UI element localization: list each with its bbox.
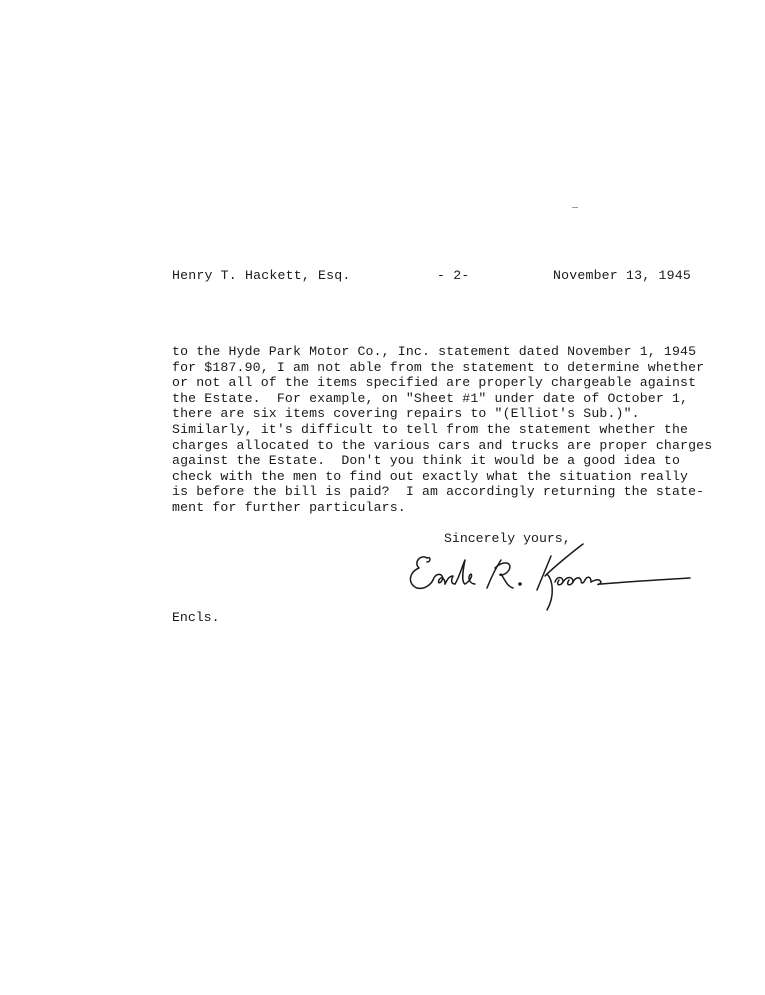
closing-salutation: Sincerely yours, xyxy=(444,531,571,546)
body-line: Similarly, it's difficult to tell from the statement whether the xyxy=(172,421,689,437)
body-line: ment for further particulars. xyxy=(172,499,406,515)
page-number: - 2- xyxy=(437,268,470,283)
body-line: or not all of the items specified are properly chargeable against xyxy=(172,375,697,391)
body-line: check with the men to find out exactly what the situation really xyxy=(172,468,689,484)
letter-body xyxy=(172,344,713,516)
body-line: there are six items covering repairs to "(Elliot's Sub.)". xyxy=(172,406,640,422)
signature-icon xyxy=(405,540,695,615)
body-line: is before the bill is paid? I am accordingly returning the state- xyxy=(172,484,705,500)
body-line: charges allocated to the various cars and trucks are proper charges xyxy=(172,437,713,453)
recipient-name: Henry T. Hackett, Esq. xyxy=(172,268,351,283)
paper-speck xyxy=(572,207,578,208)
body-line: the Estate. For example, on "Sheet #1" under date of October 1, xyxy=(172,390,689,406)
letter-date: November 13, 1945 xyxy=(553,268,691,283)
body-line: for $187.90, I am not able from the statement to determine whether xyxy=(172,359,705,375)
body-line: against the Estate. Don't you think it would be a good idea to xyxy=(172,453,681,469)
body-line: to the Hyde Park Motor Co., Inc. statement dated November 1, 1945 xyxy=(172,344,697,359)
handwritten-signature xyxy=(405,540,695,615)
enclosure-note: Encls. xyxy=(172,610,220,625)
